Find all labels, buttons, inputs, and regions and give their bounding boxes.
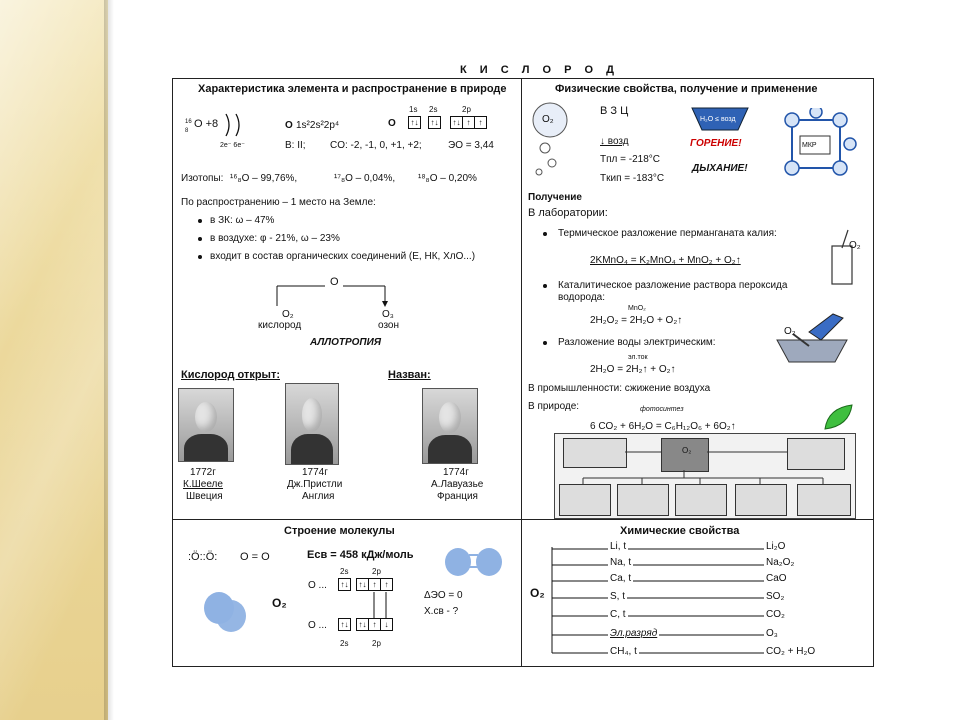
scheele-country: Швеция [186, 491, 223, 502]
reagent-s: S, t [610, 591, 626, 602]
product-li2o: Li₂O [766, 541, 786, 552]
orbital-cell-2s: ↑↓ [428, 116, 441, 129]
named-label: Назван: [388, 369, 431, 381]
electron-shells-diagram [222, 112, 248, 138]
allotropy-branch-lines [275, 280, 395, 310]
leaf-icon [822, 402, 856, 432]
side-band-shadow [104, 0, 114, 720]
electrolysis-o2: O₂ [784, 326, 796, 337]
allotrope-ozone-name: озон [378, 320, 400, 331]
uses-o2-center-label: O₂ [682, 446, 692, 455]
o2-model-bond-2 [469, 566, 478, 568]
structure-molecule: O₂ [272, 596, 287, 610]
nature-label: В природе: [528, 401, 580, 412]
reagent-c: C, t [610, 609, 626, 620]
orbital-cell-2p-1: ↑↓ [450, 116, 463, 129]
bullet-dot [543, 284, 547, 288]
atomic-number: 8 [185, 128, 189, 134]
isotope-18: ¹⁸₈O – 0,20% [418, 173, 477, 184]
equation-electrolysis: 2H₂O = 2H₂↑ + O₂↑ [590, 364, 676, 375]
chemical-reactant: O₂ [530, 586, 545, 600]
lavoisier-year: 1774г [443, 467, 469, 478]
orbital-top-2s: 2s [340, 567, 349, 576]
orbital-top-2p: 2p [372, 567, 381, 576]
document-title: К И С Л О Р О Д [460, 64, 619, 76]
reagent-ch4: CH₄, t [610, 646, 637, 657]
struct-cell-bottom-2p-1: ↑↓ [356, 618, 369, 631]
equation-electrolysis-condition: эл.ток [628, 354, 648, 361]
struct-cell-bottom-2p-2: ↑ [368, 618, 381, 631]
physical-boiling: Tкип = -183°C [600, 173, 665, 184]
lab-method-kmno4: Термическое разложение перманганата калия: [558, 228, 777, 239]
bullet-dot [198, 219, 202, 223]
electron-shells-label: 2e⁻ 6e⁻ [220, 142, 245, 149]
physical-melting: Tпл = -218°C [600, 154, 660, 165]
bullet-dot [543, 341, 547, 345]
orbital-bottom-2p: 2p [372, 639, 381, 648]
struct-cell-bottom-2p-3: ↓ [380, 618, 393, 631]
mass-number: 16 [185, 119, 192, 125]
nucleus-symbol: O +8 [194, 118, 219, 130]
scheele-name: К.Шееле [183, 479, 223, 490]
struct-cell-top-2p-3: ↑ [380, 578, 393, 591]
prevalence-crust: в ЗК: ω – 47% [210, 215, 275, 226]
oxidation-states: CO: -2, -1, 0, +1, +2; [330, 140, 422, 151]
priestley-name: Дж.Пристли [287, 479, 343, 490]
bond-type-question: Х.св - ? [424, 606, 459, 617]
struct-cell-top-2s: ↑↓ [338, 578, 351, 591]
atom-label-bottom: O ... [308, 620, 327, 631]
industry-text: В промышленности: сжижение воздуха [528, 383, 711, 394]
priestley-country: Англия [302, 491, 335, 502]
vessel-label: H₂O ≤ возд [700, 116, 736, 123]
product-cao: CaO [766, 573, 787, 584]
photosynthesis-label: фотосинтез [640, 406, 684, 413]
struct-cell-bottom-2s: ↑↓ [338, 618, 351, 631]
o2-model-bond-1 [469, 554, 478, 556]
orbital-label-1s: 1s [409, 105, 418, 114]
o2-model-atom-right [476, 548, 502, 576]
electronegativity: ЭО = 3,44 [448, 140, 494, 151]
bullet-dot [543, 232, 547, 236]
portrait-priestley [285, 383, 339, 465]
discovered-label: Кислород открыт: [181, 369, 280, 381]
test-tube-icon [828, 228, 862, 288]
reagent-discharge: Эл.разряд [610, 628, 658, 639]
prevalence-text: По распространению – 1 место на Земле: [181, 197, 376, 208]
orbital-cell-2p-2: ↑ [462, 116, 475, 129]
orbital-cell-2p-3: ↑ [474, 116, 487, 129]
test-tube-o2: O₂ [849, 240, 861, 251]
allotrope-oxygen-formula: O₂ [282, 309, 294, 320]
isotope-16: ¹⁶₈O – 99,76%, [230, 173, 298, 184]
lab-method-h2o2: Каталитическое разложение раствора пероксида водорода: [558, 280, 788, 303]
scheele-year: 1772г [190, 467, 216, 478]
lavoisier-name: А.Лавуазье [431, 479, 484, 490]
electron-config: 1s²2s²2p⁴ [296, 120, 340, 131]
isotope-17: ¹⁷₈O – 0,04%, [334, 173, 396, 184]
mkr-label: МКР [802, 142, 817, 149]
config-symbol: O [285, 120, 293, 131]
breathing-label: ДЫХАНИЕ! [692, 163, 748, 174]
orbital-cell-1s: ↑↓ [408, 116, 421, 129]
slide-side-band [0, 0, 108, 720]
lavoisier-country: Франция [437, 491, 478, 502]
product-co2-h2o: CO₂ + H₂O [766, 646, 816, 657]
uses-connector-lines [555, 434, 855, 518]
lewis-structure: :Ö::Ö: [188, 551, 218, 563]
isotopes-label: Изотопы: [181, 173, 224, 184]
physical-density: ↓ возд [600, 136, 629, 147]
equation-h2o2-catalyst: MnO₂ [628, 305, 646, 312]
allotrope-oxygen-name: кислород [258, 320, 302, 331]
frame-divider-vertical [521, 78, 522, 666]
delta-electronegativity: ΔЭО = 0 [424, 590, 463, 601]
o2-model-atom-left [445, 548, 471, 576]
physical-heading: Физические свойства, получение и применение [555, 83, 818, 95]
equation-photosynthesis: 6 CO₂ + 6H₂O = C₆H₁₂O₆ + 6O₂↑ [590, 421, 736, 432]
product-o3: O₃ [766, 628, 778, 639]
valence: B: II; [285, 140, 306, 151]
mkr-lattice-icon [780, 108, 860, 182]
portrait-lavoisier [422, 388, 478, 464]
reaction-lines [550, 545, 770, 657]
chemical-heading: Химические свойства [620, 525, 740, 537]
reagent-li: Li, t [610, 541, 627, 552]
product-co2: CO₂ [766, 609, 785, 620]
oxygen-uses-diagram [554, 433, 856, 519]
equation-h2o2: 2H₂O₂ = 2H₂O + O₂↑ [590, 315, 683, 326]
portrait-scheele [178, 388, 234, 462]
bullet-dot [198, 237, 202, 241]
allotropy-root: O [330, 276, 339, 288]
priestley-year: 1774г [302, 467, 328, 478]
physical-props-letters: В З Ц [600, 105, 629, 117]
orbital-bottom-2s: 2s [340, 639, 349, 648]
struct-cell-top-2p-1: ↑↓ [356, 578, 369, 591]
prevalence-air: в воздухе: φ - 21%, ω – 23% [210, 233, 340, 244]
product-na2o2: Na₂O₂ [766, 557, 795, 568]
o2-overlap-atom-right [216, 600, 246, 632]
obtaining-label: Получение [528, 192, 582, 203]
reagent-na: Na, t [610, 557, 632, 568]
struct-cell-top-2p-2: ↑ [368, 578, 381, 591]
orbital-label-2p: 2p [462, 105, 471, 114]
reagent-ca: Ca, t [610, 573, 632, 584]
bond-pair-lines [366, 590, 396, 620]
structure-heading: Строение молекулы [284, 525, 395, 537]
orbital-symbol: O [388, 118, 396, 129]
bullet-dot [198, 255, 202, 259]
electrolysis-apparatus-icon [775, 312, 850, 364]
atom-label-top: O ... [308, 580, 327, 591]
prevalence-organic: входит в состав органических соединений (Е, НК, ХлО...) [210, 251, 476, 262]
burning-label: ГОРЕНИЕ! [690, 138, 742, 149]
product-so2: SO₂ [766, 591, 785, 602]
orbital-label-2s: 2s [429, 105, 438, 114]
o2-bubbles-icon [530, 100, 590, 180]
physical-o2-molecule: O₂ [542, 114, 554, 125]
double-bond-formula: O = O [240, 551, 270, 563]
lab-label: В лаборатории: [528, 207, 608, 219]
characteristic-heading: Характеристика элемента и распространение в природе [198, 83, 507, 95]
equation-kmno4: 2KMnO₄ = K₂MnO₄ + MnO₂ + O₂↑ [590, 255, 741, 266]
bond-energy: Eсв = 458 кДж/моль [307, 549, 414, 561]
side-band-sheen [0, 0, 108, 720]
frame-divider-horizontal [172, 519, 873, 520]
lab-method-electrolysis: Разложение воды электрическим: [558, 337, 716, 348]
allotropy-caption: АЛЛОТРОПИЯ [310, 337, 382, 348]
allotrope-ozone-formula: O₃ [382, 309, 394, 320]
